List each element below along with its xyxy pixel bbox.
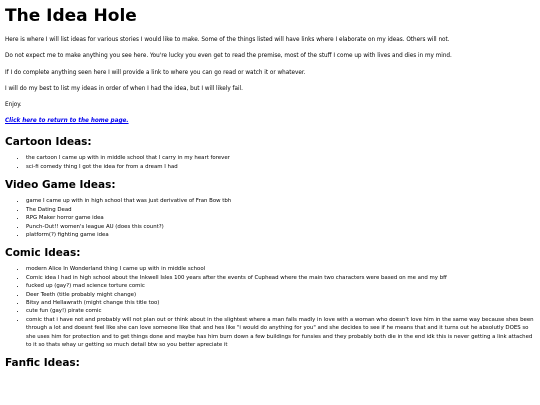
list-item: • game I came up with in high school that was just derivative of Fran Bow tbh bbox=[26, 197, 534, 205]
list-item: • the cartoon I came up with in middle school that I carry in my heart forever bbox=[26, 154, 534, 162]
list-item: • cute fun (gay!) pirate comic bbox=[26, 307, 534, 315]
cartoon-heading: Cartoon Ideas: bbox=[5, 136, 92, 149]
list-item: • fucked up (gay?) mad science torture comic bbox=[26, 282, 534, 290]
video-game-heading: Video Game Ideas: bbox=[5, 179, 116, 192]
list-item: • sci-fi comedy thing I got the idea for from a dream I had bbox=[26, 163, 534, 171]
comic-list bbox=[5, 265, 534, 349]
list-item: • Comic idea I had in high school about the Inkwell Isles 100 years after the events of Cuphead where the main two characters were based on me and my bff bbox=[26, 274, 534, 282]
intro-paragraph: Do not expect me to make anything you see here. You're lucky you even get to read the premise, most of the stuff I come up with lives and dies in my mind. bbox=[5, 53, 452, 60]
list-item: • Deer Teeth (title probably might change) bbox=[26, 291, 534, 299]
list-item: • modern Alice In Wonderland thing I came up with in middle school bbox=[26, 265, 534, 273]
intro-paragraph: If I do complete anything seen here I will provide a link to where you can go read or watch it or whatever. bbox=[5, 69, 306, 76]
video-game-list bbox=[5, 197, 534, 239]
fanfic-heading: Fanfic Ideas: bbox=[5, 357, 80, 370]
list-item: • The Dating Dead bbox=[26, 206, 534, 214]
cartoon-list bbox=[5, 154, 534, 171]
intro-paragraph: I will do my best to list my ideas in order of when I had the idea, but I will likely fail. bbox=[5, 85, 243, 92]
intro-paragraph: Enjoy. bbox=[5, 102, 22, 109]
comic-heading: Comic Ideas: bbox=[5, 247, 81, 260]
list-item: • platform(?) fighting game idea bbox=[26, 231, 534, 239]
list-item: • RPG Maker horror game idea bbox=[26, 214, 534, 222]
home-link[interactable]: Click here to return to the home page. bbox=[5, 118, 129, 125]
list-item: • Punch-Out!! women's league AU (does this count?) bbox=[26, 223, 534, 231]
home-link-paragraph bbox=[5, 118, 534, 125]
list-item: • Bitsy and Hellawrath (might change this title too) bbox=[26, 299, 534, 307]
list-item: • comic that i have not and probably will not plan out or think about in the slightest where a man falls madly in love with a woman who doesn't love him in the same way because shes been through a lot and doesnt feel like she can love someone like that and hes like "i would do anything for you" and she decides to see if he means that and it turns out he absolutly DOES so she uses him for protection and to get things done and maybe has him burn down a few buildings for funsies and they probably both die in the end idk this is never getting a link attached to it so thats whay ur getting so much detail btw so you better apreciate it bbox=[26, 316, 534, 350]
intro-paragraph: Here is where I will list ideas for various stories I would like to make. Some of the things listed will have links where I elaborate on my ideas. Others will not. bbox=[5, 37, 450, 43]
page-title: The Idea Hole bbox=[5, 6, 137, 26]
